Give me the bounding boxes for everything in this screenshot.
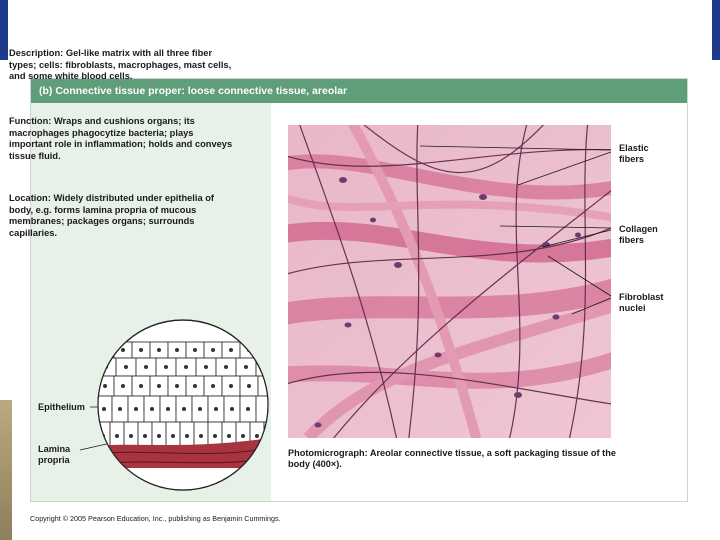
description-label: Description: <box>9 48 64 58</box>
label-lamina-propria: Lamina propria <box>38 444 71 465</box>
function-text: Wraps and cushions organs; its macrophages phagocytize bacteria; plays important role in inflammation; holds and conveys tissue fluid. <box>9 116 233 161</box>
function-label: Function: <box>9 116 52 126</box>
location-block <box>9 193 237 239</box>
label-epithelium: Epithelium <box>38 402 85 412</box>
lamina-propria-illustration <box>96 318 270 492</box>
photomicrograph <box>288 125 611 438</box>
caption-label: Photomicrograph: <box>288 448 368 458</box>
function-block <box>9 116 237 162</box>
location-text: Widely distributed under epithelia of body, e.g. forms lamina propria of mucous membranes; packages organs; surrounds capillaries. <box>9 193 214 238</box>
caption-text: Areolar connective tissue, a soft packaging tissue of the body (400×). <box>288 448 616 470</box>
location-label: Location: <box>9 193 51 203</box>
areolar-tissue-image <box>288 125 611 438</box>
copyright-line: Copyright © 2005 Pearson Education, Inc., publishing as Benjamin Cummings. <box>30 514 281 523</box>
label-fibroblast-nuclei: Fibroblast nuclei <box>619 292 664 313</box>
accent-bar-left <box>0 0 8 60</box>
photo-caption <box>288 448 624 470</box>
description-block <box>9 48 237 83</box>
epithelial-cells <box>96 342 270 448</box>
figure-header: (b) Connective tissue proper: loose connective tissue, areolar <box>31 79 687 103</box>
tissue-diagram <box>96 318 270 492</box>
side-image-strip <box>0 400 12 540</box>
description-text: Gel-like matrix with all three fiber types; cells: fibroblasts, macrophages, mast cells, and some white blood cells. <box>9 48 232 82</box>
accent-bar-right <box>712 0 720 60</box>
label-collagen-fibers: Collagen fibers <box>619 224 658 245</box>
label-elastic-fibers: Elastic fibers <box>619 143 649 164</box>
